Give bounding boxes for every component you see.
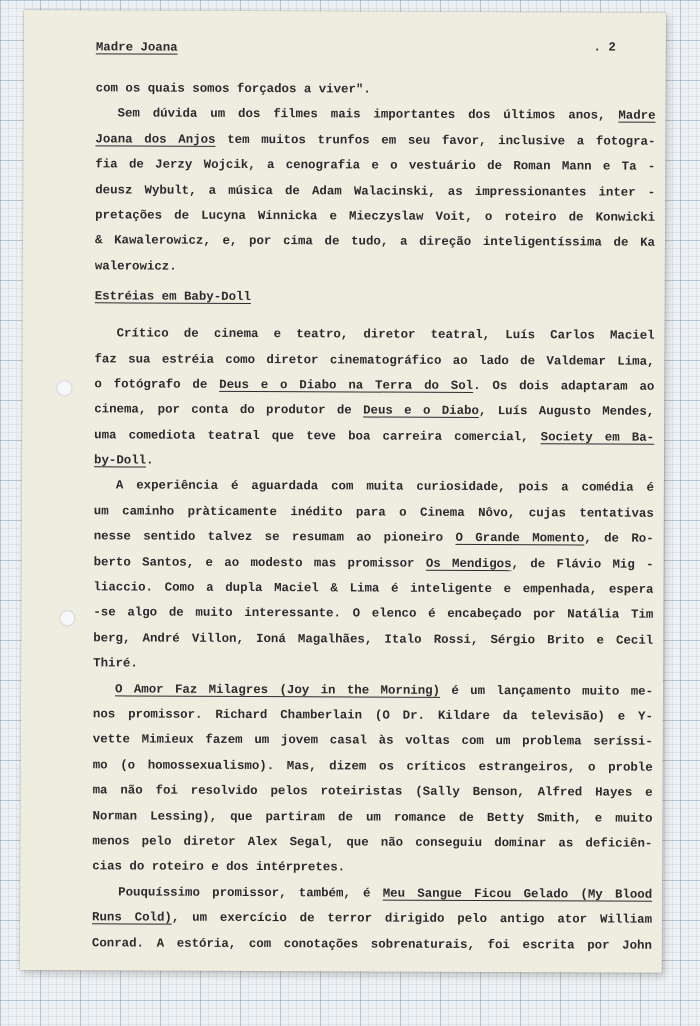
text-line: vette Mimieux fazem um jovem casal às voltas com um problema seríssi- [92, 732, 653, 750]
text-line: Runs Cold), um exercício de terror dirigido pelo antigo ator William [92, 910, 653, 927]
text-line: O Amor Faz Milagres (Joy in the Morning) é um lançamento muito me- [115, 681, 654, 699]
paragraph-block-1 [95, 76, 656, 282]
text-line: cinema, por conta do produtor de Deus e o Diabo, Luís Augusto Mendes, [94, 402, 655, 420]
page-header [96, 32, 656, 78]
text-line: faz sua estréia como diretor cinematográfico ao lado de Valdemar Lima, [94, 351, 655, 369]
text-line: Pouquíssimo promissor, também, é Meu Sangue Ficou Gelado (My Blood [118, 885, 653, 902]
text-line: berg, André Villon, Ioná Magalhães, Italo Rossi, Sérgio Brito e Cecil [93, 631, 654, 648]
header-title: Madre Joana [95, 40, 178, 55]
text-line: A experiência é aguardada com muita curiosidade, pois a comédia é [115, 478, 654, 496]
text-line: pretações de Lucyna Winnicka e Mieczyslaw Voit, o roteiro de Konwicki [95, 208, 656, 225]
text-line: Conrad. A estória, com conotações sobrenaturais, foi escrita por John [91, 935, 652, 953]
section-heading-text: Estréias em Baby-Doll [94, 289, 251, 305]
text-line: mo (o homossexualismo). Mas, dizem os críticos estrangeiros, o proble [92, 758, 653, 775]
text-line: by-Doll. [94, 453, 154, 468]
typewritten-page [20, 10, 666, 973]
text-line: cias do roteiro e dos intérpretes. [92, 859, 346, 875]
text-line: ma não foi resolvido pelos roteiristas (Sally Benson, Alfred Hayes e [92, 783, 653, 800]
text-line: o fotógrafo de Deus e o Diabo na Terra do Sol. Os dois adaptaram ao [94, 377, 655, 394]
text-line: Thiré. [93, 656, 138, 671]
text-line: nesse sentido talvez se resumam ao pioneiro O Grande Momento, de Ro- [93, 529, 654, 547]
text-line: Joana dos Anjos tem muitos trunfos em seu favor, inclusive a fotogra- [95, 132, 656, 149]
text-line: Crítico de cinema e teatro, diretor teatral, Luís Carlos Maciel [116, 326, 655, 343]
text-line: um caminho pràticamente inédito para o Cinema Nôvo, cujas tentativas [93, 504, 654, 521]
paragraph-block-2 [92, 321, 655, 958]
text-line: com os quais somos forçados a viver". [95, 81, 371, 97]
text-line: liaccio. Como a dupla Maciel & Lima é inteligente e empenhada, espera [93, 580, 654, 597]
text-line: & Kawalerowicz, e, por cima de tudo, a direção inteligentíssima de Ka [94, 233, 656, 251]
text-line: deusz Wybult, a música de Adam Walacinski, as impressionantes inter - [95, 182, 656, 200]
text-line: nos promissor. Richard Chamberlain (O Dr. Kildare da televisão) e Y- [92, 707, 653, 724]
page-content [92, 32, 656, 958]
text-line: Norman Lessing), que partiram de um romance de Betty Smith, e muito [92, 808, 653, 826]
text-line: -se algo de muito interessante. O elenco é encabeçado por Natália Tim [93, 605, 654, 623]
text-line: menos pelo diretor Alex Segal, que não conseguiu dominar as deficiên- [92, 834, 653, 851]
text-line: Sem dúvida um dos filmes mais importantes dos últimos anos, Madre [117, 106, 656, 124]
punch-hole-bottom [59, 610, 75, 626]
text-line: uma comediota teatral que teve boa carreira comercial, Society em Ba- [94, 427, 655, 445]
punch-hole-top [56, 380, 72, 396]
page-number: . 2 [593, 40, 616, 55]
text-line: walerowicz. [94, 259, 177, 274]
text-line: fia de Jerzy Wojcik, a cenografia e o vestuário de Roman Mann e Ta - [95, 157, 656, 174]
section-heading [95, 279, 655, 311]
text-line: berto Santos, e ao modesto mas promissor Os Mendigos, de Flávio Mig - [93, 554, 654, 572]
